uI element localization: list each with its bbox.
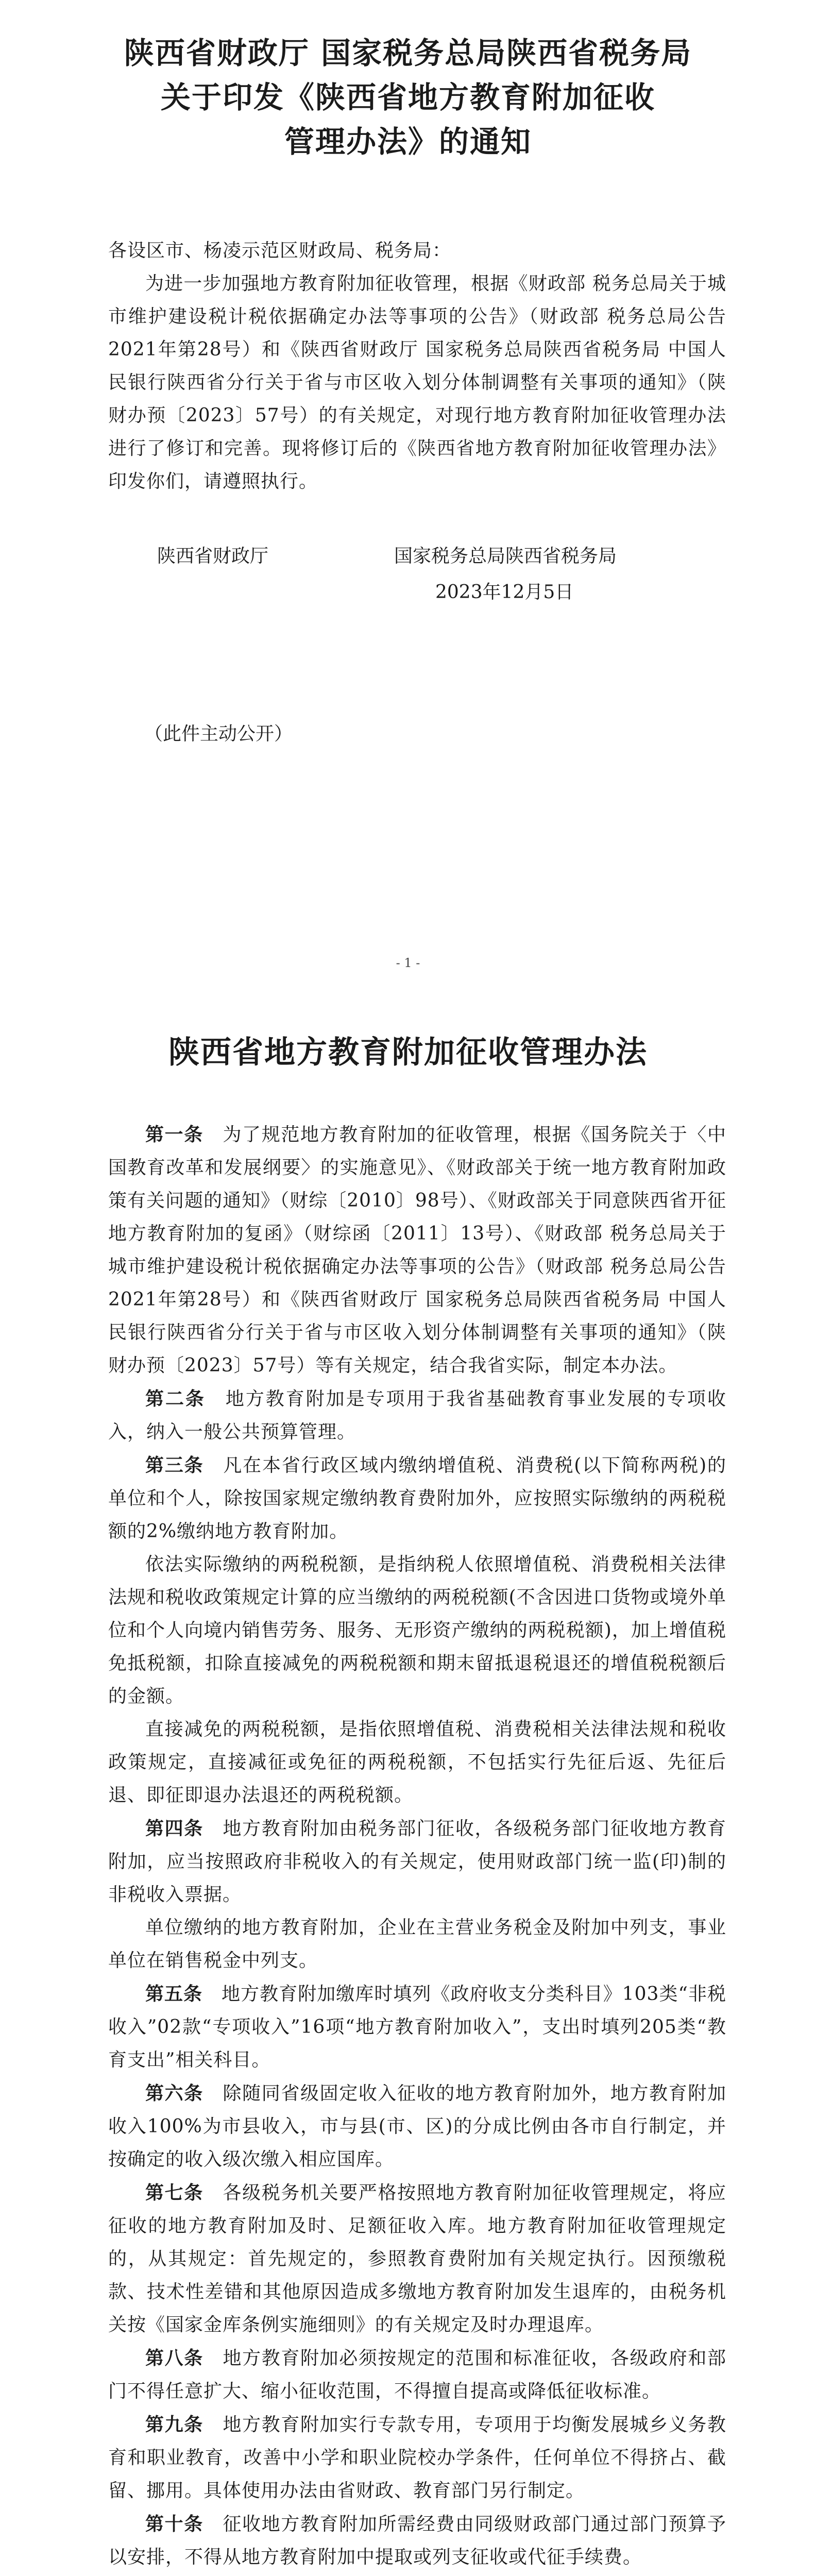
article [108, 1977, 726, 2077]
article-number: 第四条 [145, 1818, 203, 1839]
page-number: - 1 - [396, 956, 420, 970]
page-2 [0, 1005, 816, 2576]
issue-date: 2023年12月5日 [435, 582, 574, 603]
article [108, 2077, 726, 2176]
notice-title-line-1: 陕西省财政厅 国家税务总局陕西省税务局 [124, 36, 692, 71]
article-text: 各级税务机关要严格按照地方教育附加征收管理规定，将应征收的地方教育附加及时、足额征收入库。地方教育附加征收管理规定的，从其规定：首先规定的，参照教育费附加有关规定执行。因预缴税款、技术性差错和其他原因造成多缴地方教育附加发生退库的，由税务机关按《国家金库条例实施细则》的有关规定及时办理退库。 [108, 2182, 726, 2335]
article-text: 地方教育附加是专项用于我省基础教育事业发展的专项收入，纳入一般公共预算管理。 [108, 1388, 726, 1443]
articles-section-1 [108, 1118, 726, 2574]
article-text: 为了规范地方教育附加的征收管理，根据《国务院关于〈中国教育改革和发展纲要〉的实施意见》、《财政部关于统一地方教育附加政策有关问题的通知》（财综〔2010〕98号）、《财政部关于同意陕西省开征地方教育附加的复函》（财综函〔2011〕13号）、《财政部 税务总局关于城市维护建设税计税依据确定办法等事项的公告》（财政部 税务总局公告2021年第28号）和《陕西省财政厅 国家税务总局陕西省税务局 中国人民银行陕西省分行关于省与市区收入划分体制调整有关事项的通知》（陕财办预〔2023〕57号）等有关规定，结合我省实际，制定本办法。 [108, 1124, 726, 1376]
notice-title-line-2: 关于印发《陕西省地方教育附加征收 [160, 80, 655, 115]
article-paragraph: 依法实际缴纳的两税税额，是指纳税人依照增值税、消费税相关法律法规和税收政策规定计算的应当缴纳的两税税额(不含因进口货物或境外单位和个人向境内销售劳务、服务、无形资产缴纳的两税税额)，加上增值税免抵税额，扣除直接减免的两税税额和期末留抵退税退还的增值税税额后的金额。 [108, 1554, 726, 1707]
article [108, 1118, 726, 1382]
article-text: 地方教育附加缴库时填列《政府收支分类科目》103类“非税收入”02款“专项收入”16项“地方教育附加收入”，支出时填列205类“教育支出”相关科目。 [108, 1984, 726, 2071]
article-number: 第九条 [145, 2414, 203, 2435]
article-text: 凡在本省行政区域内缴纳增值税、消费税(以下简称两税)的单位和个人，除按国家规定缴纳教育费附加外，应按照实际缴纳的两税税额的2%缴纳地方教育附加。 [108, 1455, 726, 1542]
article-number: 第二条 [145, 1388, 206, 1410]
notice-title [0, 31, 816, 164]
article-number: 第十条 [145, 2513, 203, 2535]
article [108, 1449, 726, 1548]
article-text: 地方教育附加实行专款专用，专项用于均衡发展城乡义务教育和职业教育，改善中小学和职业院校办学条件，任何单位不得挤占、截留、挪用。具体使用办法由省财政、教育部门另行制定。 [108, 2414, 726, 2501]
article-text: 除随同省级固定收入征收的地方教育附加外，地方教育附加收入100%为市县收入，市与县(市、区)的分成比例由各市自行制定，并按确定的收入级次缴入相应国库。 [108, 2083, 726, 2170]
recipients-line: 各设区市、杨凌示范区财政局、税务局： [108, 240, 452, 261]
article-text: 地方教育附加必须按规定的范围和标准征收，各级政府和部门不得任意扩大、缩小征收范围，不得擅自提高或降低征收标准。 [108, 2348, 726, 2402]
article-number: 第一条 [145, 1124, 203, 1145]
article-text: 征收地方教育附加所需经费由同级财政部门通过部门预算予以安排，不得从地方教育附加中提取或列支征收或代征手续费。 [108, 2514, 726, 2568]
article-number: 第六条 [145, 2082, 203, 2104]
article-paragraph: 单位缴纳的地方教育附加，企业在主营业务税金及附加中列支，事业单位在销售税金中列支。 [108, 1917, 726, 1971]
article-number: 第五条 [145, 1983, 203, 2005]
notice-body [108, 234, 726, 498]
measures-title: 陕西省地方教育附加征收管理办法 [168, 1035, 648, 1071]
disclosure-note: （此件主动公开） [144, 723, 293, 744]
article-text: 地方教育附加由税务部门征收，各级税务部门征收地方教育附加，应当按照政府非税收入的有关规定，使用财政部门统一监(印)制的非税收入票据。 [108, 1818, 726, 1905]
signer-tax-bureau: 国家税务总局陕西省税务局 [394, 546, 617, 567]
article-number: 第八条 [145, 2347, 203, 2369]
notice-title-line-3: 管理办法》的通知 [284, 124, 532, 159]
article-number: 第三条 [145, 1454, 204, 1476]
article [108, 2507, 726, 2574]
signer-finance-department: 陕西省财政厅 [157, 546, 269, 567]
notice-paragraph: 为进一步加强地方教育附加征收管理，根据《财政部 税务总局关于城市维护建设税计税依据确定办法等事项的公告》（财政部 税务总局公告2021年第28号）和《陕西省财政厅 国家税务总局陕西省税务局 中国人民银行陕西省分行关于省与市区收入划分体制调整有关事项的通知》（陕财办预〔2023〕57号）的有关规定，对现行地方教育附加征收管理办法进行了修订和完善。现将修订后的《陕西省地方教育附加征收管理办法》印发你们，请遵照执行。 [108, 273, 726, 492]
article [108, 2176, 726, 2342]
article [108, 1382, 726, 1449]
article-paragraph: 直接减免的两税税额，是指依照增值税、消费税相关法律法规和税收政策规定，直接减征或免征的两税税额，不包括实行先征后返、先征后退、即征即退办法退还的两税税额。 [108, 1719, 726, 1806]
article [108, 1812, 726, 1911]
article [108, 2342, 726, 2408]
article [108, 2408, 726, 2507]
page-1 [0, 0, 816, 979]
article-number: 第七条 [145, 2182, 203, 2204]
